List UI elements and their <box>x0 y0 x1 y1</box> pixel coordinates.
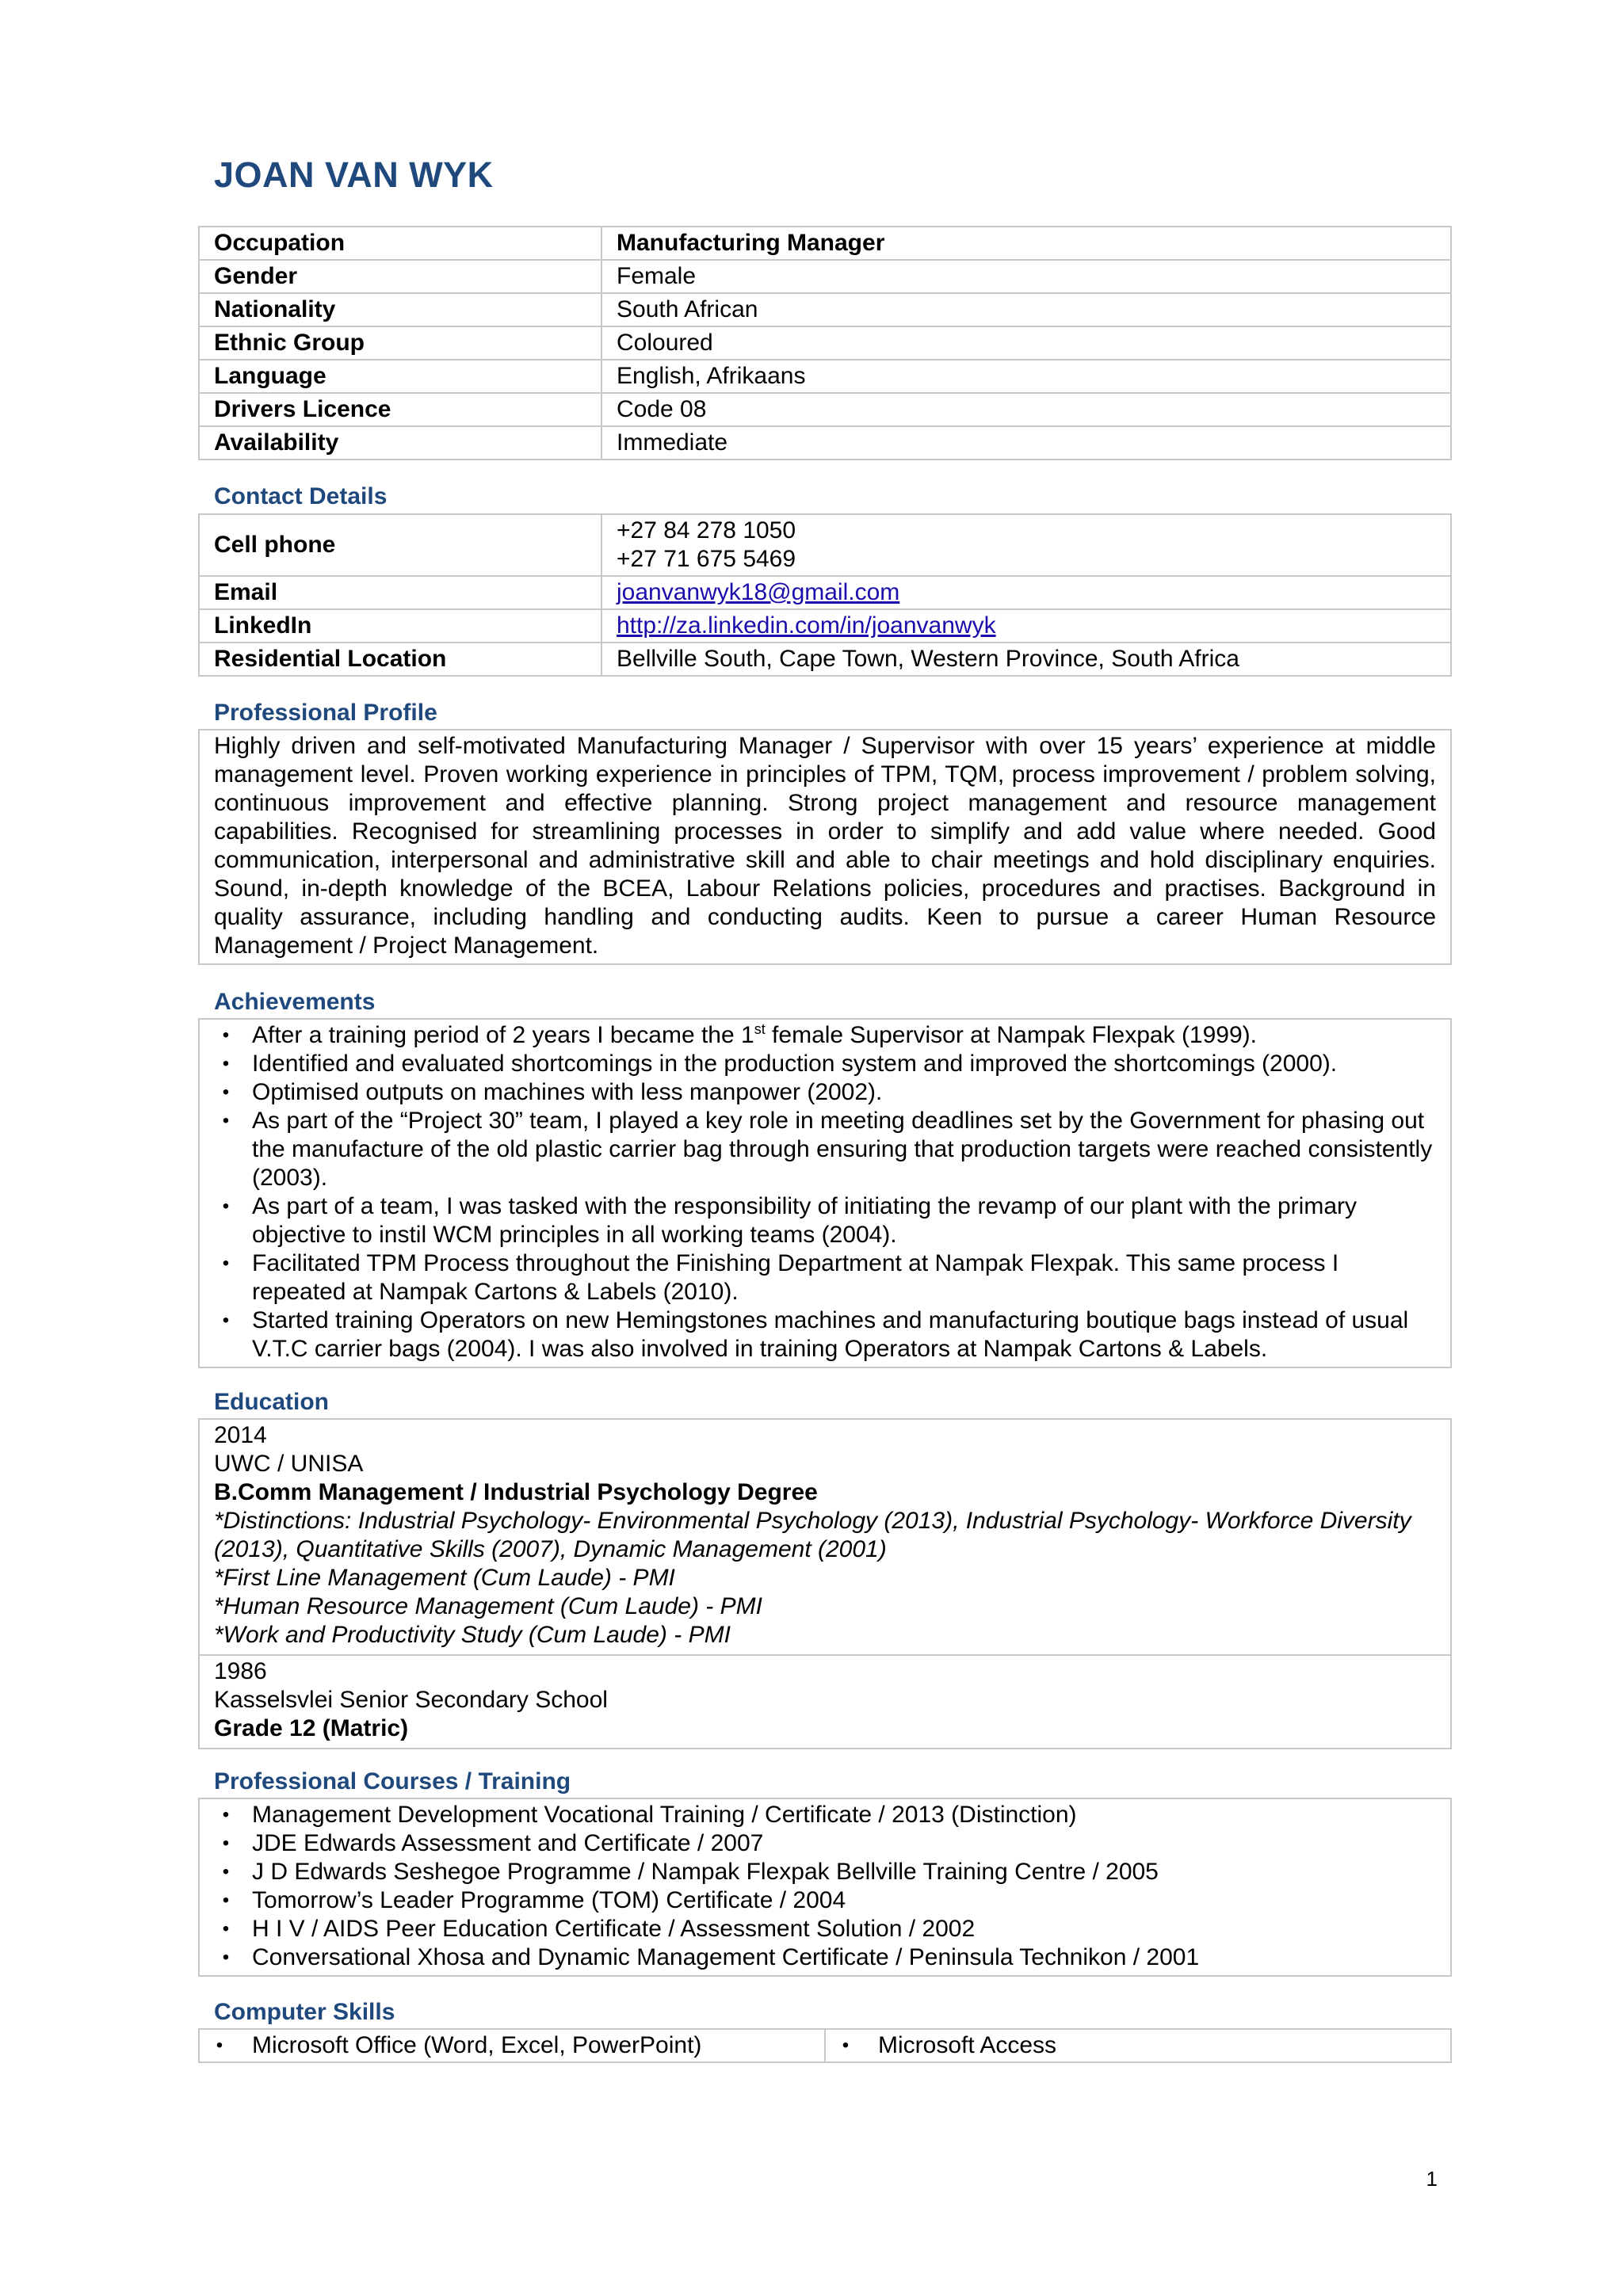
personal-row <box>199 260 1451 293</box>
achievements-list-rest <box>214 1050 1436 1363</box>
bullet-icon: • <box>222 1861 230 1882</box>
bullet-icon: • <box>842 2035 850 2056</box>
course-item <box>214 1858 1436 1886</box>
bullet-icon: • <box>222 1110 230 1131</box>
education-qualification: Grade 12 (Matric) <box>214 1715 409 1741</box>
personal-label: Occupation <box>199 227 601 260</box>
contact-row-linkedin <box>199 609 1451 643</box>
course-item <box>214 1886 1436 1915</box>
linkedin-label: LinkedIn <box>199 609 601 643</box>
skills-title: Computer Skills <box>214 1999 395 2025</box>
achievement-item-text: As part of a team, I was tasked with the responsibility of initiating the revamp of our plant with the primary objective to instil WCM principles in all working teams (2004). <box>252 1193 1357 1248</box>
skills-row <box>199 2029 1451 2062</box>
personal-label: Language <box>199 360 601 393</box>
education-box <box>198 1418 1452 1749</box>
skills-table <box>198 2028 1452 2063</box>
personal-label: Availability <box>199 426 601 460</box>
bullet-icon: • <box>222 1053 230 1074</box>
bullet-icon: • <box>222 1024 230 1046</box>
courses-list <box>214 1801 1436 1972</box>
education-institution: Kasselsvlei Senior Secondary School <box>214 1687 608 1713</box>
achievement-item-text: Identified and evaluated shortcomings in the production system and improved the shortcomings (2000). <box>252 1051 1338 1077</box>
personal-row <box>199 393 1451 426</box>
email-label: Email <box>199 576 601 609</box>
location-label: Residential Location <box>199 643 601 676</box>
achievement-item-text: As part of the “Project 30” team, I played a key role in meeting deadlines set by the Government for phasing out the manufacture of the old plastic carrier bag through ensuring that production targets were reached consistently (2003). <box>252 1108 1433 1191</box>
course-item-text: Management Development Vocational Training / Certificate / 2013 (Distinction) <box>252 1802 1077 1828</box>
course-item <box>214 1943 1436 1972</box>
personal-label: Nationality <box>199 293 601 326</box>
course-item-text: JDE Edwards Assessment and Certificate / 2007 <box>252 1830 764 1856</box>
course-item <box>214 1915 1436 1943</box>
linkedin-cell <box>601 609 1451 643</box>
achievement-item-text: Facilitated TPM Process throughout the Finishing Department at Nampak Flexpak. This same process I repeated at Nampak Cartons & Labels (2010). <box>252 1250 1339 1305</box>
education-note: *First Line Management (Cum Laude) - PMI <box>214 1565 675 1591</box>
bullet-icon: • <box>222 1804 230 1825</box>
personal-row <box>199 360 1451 393</box>
skill-item <box>826 2031 1450 2060</box>
achievement-1-pre: After a training period of 2 years I became the 1 <box>252 1022 754 1048</box>
bullet-icon: • <box>222 1918 230 1939</box>
bullet-icon: • <box>222 1947 230 1968</box>
personal-value: Immediate <box>601 426 1451 460</box>
achievements-box <box>198 1018 1452 1368</box>
personal-value: Female <box>601 260 1451 293</box>
courses-box <box>198 1798 1452 1977</box>
contact-row-cell <box>199 514 1451 576</box>
contact-row-email <box>199 576 1451 609</box>
education-entry-1 <box>214 1420 1436 1654</box>
education-year: 2014 <box>214 1422 267 1448</box>
course-item <box>214 1829 1436 1858</box>
achievements-title: Achievements <box>214 989 376 1015</box>
education-year: 1986 <box>214 1658 267 1684</box>
achievement-item <box>214 1249 1436 1306</box>
achievement-1-sup: st <box>754 1021 766 1037</box>
education-qualification: B.Comm Management / Industrial Psychology Degree <box>214 1479 818 1505</box>
personal-value: Coloured <box>601 326 1451 360</box>
cell-phone-values <box>601 514 1451 576</box>
bullet-icon: • <box>222 1833 230 1854</box>
education-title: Education <box>214 1389 330 1415</box>
achievement-item-text: Started training Operators on new Hemingstones machines and manufacturing boutique bags instead of usual V.T.C carrier bags (2004). I was also involved in training Operators at Nampak Cartons & Labels. <box>252 1307 1409 1362</box>
personal-value: Code 08 <box>601 393 1451 426</box>
personal-value: South African <box>601 293 1451 326</box>
education-institution: UWC / UNISA <box>214 1451 364 1477</box>
skill-cell <box>825 2029 1451 2062</box>
skill-cell <box>199 2029 825 2062</box>
personal-label: Drivers Licence <box>199 393 601 426</box>
cell-phone-1: +27 84 278 1050 <box>617 517 796 543</box>
achievement-item <box>214 1107 1436 1192</box>
achievement-item <box>214 1050 1436 1078</box>
location-value: Bellville South, Cape Town, Western Province, South Africa <box>601 643 1451 676</box>
contact-details-title: Contact Details <box>214 483 388 509</box>
page-number: 1 <box>1426 2167 1438 2191</box>
bullet-icon: • <box>216 2035 223 2056</box>
cell-phone-2: +27 71 675 5469 <box>617 546 796 572</box>
course-item <box>214 1801 1436 1829</box>
education-note: *Work and Productivity Study (Cum Laude) - PMI <box>214 1622 731 1648</box>
email-link[interactable]: joanvanwyk18@gmail.com <box>617 579 900 605</box>
bullet-icon: • <box>222 1081 230 1103</box>
personal-row <box>199 326 1451 360</box>
profile-text: Highly driven and self-motivated Manufacturing Manager / Supervisor with over 15 years’ experience at middle management level. Proven working experience in principles of TPM, TQM, process improvement / problem solving, continuous improvement and effective planning. Strong project management and resource management capabilities. Recognised for streamlining processes in order to simplify and add value where needed. Good communication, interpersonal and administrative skill and able to chair meetings and hold disciplinary enquiries. Sound, in-depth knowledge of the BCEA, Labour Relations policies, procedures and practises. Background in quality assurance, including handling and conducting audits. Keen to pursue a career Human Resource Management / Project Management. <box>198 729 1452 965</box>
course-item-text: Conversational Xhosa and Dynamic Management Certificate / Peninsula Technikon / 2001 <box>252 1944 1200 1970</box>
achievement-item <box>214 1306 1436 1363</box>
linkedin-link[interactable]: http://za.linkedin.com/in/joanvanwyk <box>617 612 996 639</box>
contact-details-table <box>198 513 1452 677</box>
achievement-item <box>214 1021 1436 1050</box>
personal-value: Manufacturing Manager <box>601 227 1451 260</box>
cell-phone-label: Cell phone <box>199 514 601 576</box>
achievements-list <box>214 1021 1436 1050</box>
education-note: *Human Resource Management (Cum Laude) - PMI <box>214 1593 762 1619</box>
candidate-name: JOAN VAN WYK <box>214 154 494 195</box>
bullet-icon: • <box>222 1310 230 1331</box>
personal-label: Gender <box>199 260 601 293</box>
course-item-text: Tomorrow’s Leader Programme (TOM) Certificate / 2004 <box>252 1887 846 1913</box>
personal-label: Ethnic Group <box>199 326 601 360</box>
personal-row <box>199 227 1451 260</box>
bullet-icon: • <box>222 1890 230 1911</box>
skill-left: Microsoft Office (Word, Excel, PowerPoint) <box>252 2032 702 2058</box>
profile-title: Professional Profile <box>214 700 437 726</box>
courses-title: Professional Courses / Training <box>214 1768 571 1794</box>
personal-value: English, Afrikaans <box>601 360 1451 393</box>
course-item-text: J D Edwards Seshegoe Programme / Nampak Flexpak Bellville Training Centre / 2005 <box>252 1859 1159 1885</box>
achievement-item <box>214 1078 1436 1107</box>
bullet-icon: • <box>222 1253 230 1274</box>
skill-item <box>200 2031 824 2060</box>
achievement-item-text: Optimised outputs on machines with less manpower (2002). <box>252 1079 883 1105</box>
personal-row <box>199 426 1451 460</box>
personal-row <box>199 293 1451 326</box>
email-cell <box>601 576 1451 609</box>
achievement-1-post: female Supervisor at Nampak Flexpak (1999). <box>765 1022 1257 1048</box>
course-item-text: H I V / AIDS Peer Education Certificate / Assessment Solution / 2002 <box>252 1916 976 1942</box>
contact-row-location <box>199 643 1451 676</box>
personal-details-table <box>198 226 1452 460</box>
achievement-item <box>214 1192 1436 1249</box>
bullet-icon: • <box>222 1196 230 1217</box>
education-entry-2 <box>214 1656 1436 1748</box>
education-note: *Distinctions: Industrial Psychology- Environmental Psychology (2013), Industrial Psychology- Workforce Diversity (2013), Quantitative Skills (2007), Dynamic Management (2001) <box>214 1508 1411 1562</box>
skill-right: Microsoft Access <box>878 2032 1057 2058</box>
